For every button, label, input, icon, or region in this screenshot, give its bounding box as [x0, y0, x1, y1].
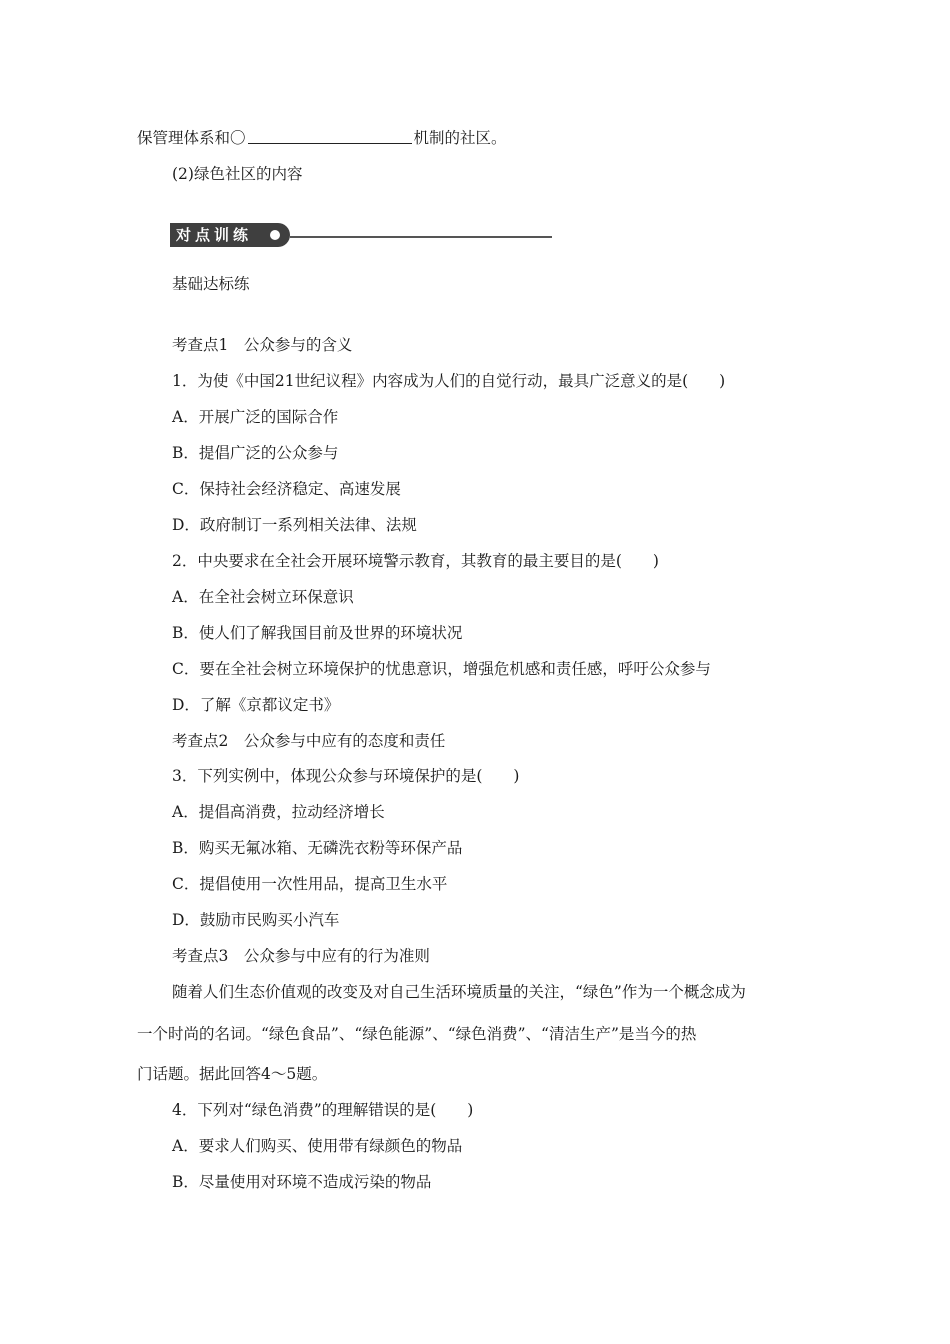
question-4-option-b: B．尽量使用对环境不造成污染的物品 — [172, 1173, 432, 1191]
question-3-option-a: A．提倡高消费，拉动经济增长 — [172, 803, 385, 821]
knowledge-point-3: 考查点3 公众参与中应有的行为准则 — [172, 947, 430, 965]
question-4-option-a: A．要求人们购买、使用带有绿颜色的物品 — [172, 1137, 463, 1155]
knowledge-point-1: 考查点1 公众参与的含义 — [172, 336, 353, 354]
question-1-stem: 1．为使《中国21世纪议程》内容成为人们的自觉行动，最具广泛意义的是( ) — [172, 372, 726, 390]
question-3-option-d: D．鼓励市民购买小汽车 — [172, 911, 340, 929]
question-2-stem: 2．中央要求在全社会开展环境警示教育，其教育的最主要目的是( ) — [172, 552, 659, 570]
question-3-option-b: B．购买无氟冰箱、无磷洗衣粉等环保产品 — [172, 839, 463, 857]
question-1-option-c: C．保持社会经济稳定、高速发展 — [172, 480, 401, 498]
question-2-option-d: D．了解《京都议定书》 — [172, 696, 340, 714]
question-4-stem: 4．下列对“绿色消费”的理解错误的是( ) — [172, 1101, 474, 1119]
question-2-option-c: C．要在全社会树立环境保护的忧患意识，增强危机感和责任感，呼吁公众参与 — [172, 660, 711, 678]
question-2-option-b: B．使人们了解我国目前及世界的环境状况 — [172, 624, 463, 642]
knowledge-point-2: 考查点2 公众参与中应有的态度和责任 — [172, 732, 446, 750]
section-header-label: 对点训练 — [176, 226, 253, 244]
text-after-blank: 机制的社区。 — [413, 129, 507, 147]
text-line-top — [137, 128, 507, 148]
question-1-option-b: B．提倡广泛的公众参与 — [172, 444, 339, 462]
subtitle: 基础达标练 — [172, 275, 250, 293]
question-3-stem: 3．下列实例中，体现公众参与环境保护的是( ) — [172, 767, 520, 785]
passage-line-3: 门话题。据此回答4～5题。 — [137, 1065, 328, 1083]
question-3-option-c: C．提倡使用一次性用品，提高卫生水平 — [172, 875, 448, 893]
passage-line-1: 随着人们生态价值观的改变及对自己生活环境质量的关注，“绿色”作为一个概念成为 — [172, 983, 746, 1001]
fill-in-blank — [248, 129, 412, 144]
passage-line-2: 一个时尚的名词。“绿色食品”、“绿色能源”、“绿色消费”、“清洁生产”是当今的热 — [137, 1025, 697, 1043]
text-line-green-community: (2)绿色社区的内容 — [172, 165, 303, 183]
section-header-rule — [290, 236, 552, 238]
question-1-option-d: D．政府制订一系列相关法律、法规 — [172, 516, 417, 534]
bullet-dot-icon — [270, 230, 280, 240]
section-header — [170, 223, 552, 247]
text-before-blank: 保管理体系和〇 — [137, 129, 246, 147]
question-2-option-a: A．在全社会树立环保意识 — [172, 588, 354, 606]
question-1-option-a: A．开展广泛的国际合作 — [172, 408, 339, 426]
